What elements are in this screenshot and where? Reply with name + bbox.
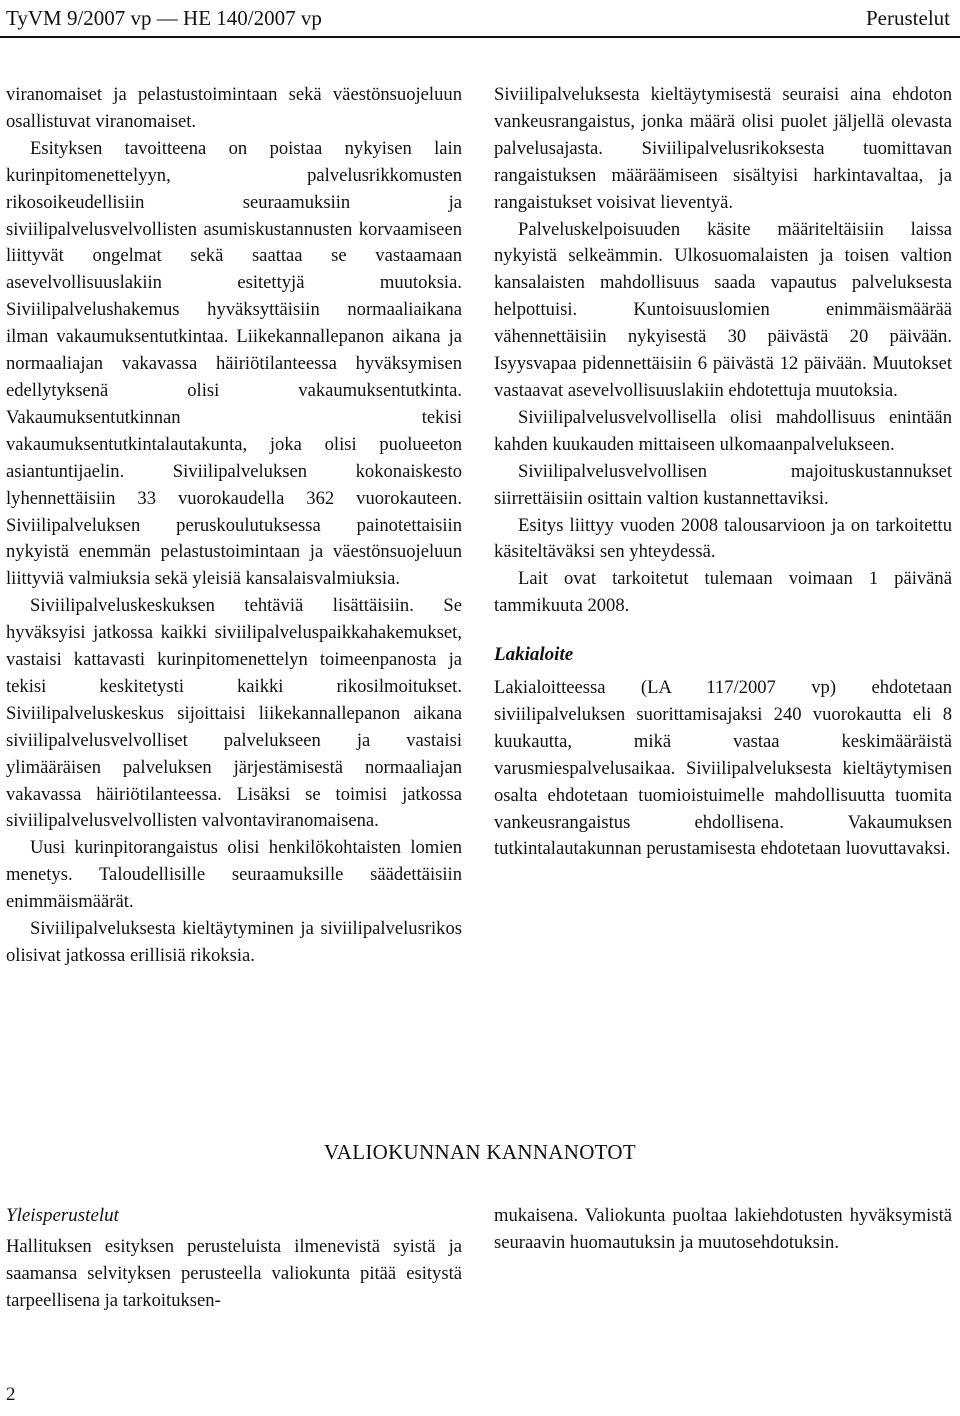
paragraph: Palveluskelpoisuuden käsite määriteltäisiin laissa nykyistä selkeämmin. Ulkosuomalaisten ja toisen valtion kansalaisten mahdollisuus saada vapautus palveluksesta helpottuisi. Kuntoisuuslomien enimmäismäärää vähennettäisiin nykyisestä 30 päivästä 20 päivään. Isyysvapaa pidennettäisiin 6 päivästä 12 päivään. Muutokset vastaavat asevelvollisuuslakiin ehdotettuja muutoksia. (494, 218, 952, 401)
paragraph: Uusi kurinpitorangaistus olisi henkilökohtaisten lomien menetys. Taloudellisille seuraamuksille säädettäisiin enimmäismäärät. (6, 837, 462, 913)
page-number: 2 (6, 1384, 16, 1405)
subheading-lakialoite: Lakialoite (494, 644, 574, 666)
paragraph: Lait ovat tarkoitetut tulemaan voimaan 1 päivänä tammikuuta 2008. (494, 568, 952, 617)
section-title: VALIOKUNNAN KANNANOTOT (323, 1140, 637, 1164)
paragraph: Siviilipalveluksesta kieltäytyminen ja siviilipalvelusrikos olisivat jatkossa erillisiä rikoksia. (6, 918, 462, 966)
page-header (0, 0, 960, 38)
paragraph: mukaisena. Valiokunta puoltaa lakiehdotusten hyväksymistä seuraavin huomautuksin ja muutosehdotuksin. (494, 1205, 952, 1253)
paragraph: Esitys liittyy vuoden 2008 talousarvioon ja on tarkoitettu käsiteltäväksi sen yhteydessä. (494, 514, 952, 563)
paragraph: Siviilipalveluksesta kieltäytymisestä seuraisi aina ehdoton vankeusrangaistus, jonka määrä olisi puolet jäljellä olevasta palvelusajasta. Siviilipalvelusrikoksesta tuomittavan rangaistuksen määräämiseen sisältyisi harkintavaltaa, ja rangaistukset voisivat lieventyä. (494, 84, 952, 213)
subheading-yleisperustelut: Yleisperustelut (6, 1205, 119, 1226)
bottom-right-column (494, 1203, 952, 1257)
header-section: Perustelut (866, 6, 950, 30)
right-column (494, 82, 952, 863)
paragraph: viranomaiset ja pelastustoimintaan sekä väestönsuojeluun osallistuvat viranomaiset. (6, 84, 462, 132)
left-column (6, 82, 462, 970)
header-document-id: TyVM 9/2007 vp — HE 140/2007 vp (6, 6, 322, 30)
paragraph: Siviilipalveluskeskuksen tehtäviä lisättäisiin. Se hyväksyisi jatkossa kaikki siviilipalveluspaikkahakemukset, vastaisi kattavasti kurinpitomenettelyn toimeenpanosta ja tekisi keskitetysti kaikki rikosilmoitukset. Siviilipalveluskeskus sijoittaisi liikekannallepanon aikana siviilipalvelusvelvolliset palvelukseen ja vastaisi ylimääräisen palveluksen järjestämisestä normaaliajan vakavassa häiriötilanteessa. Lisäksi se toimisi jatkossa siviilipalvelusvelvollisten valvontaviranomaisena. (6, 595, 462, 832)
bottom-left-column (6, 1203, 462, 1315)
paragraph: Siviilipalvelusvelvollisen majoituskustannukset siirrettäisiin osittain valtion kustannettaviksi. (494, 460, 952, 509)
paragraph: Esityksen tavoitteena on poistaa nykyisen lain kurinpitomenettelyyn, palvelusrikkomusten rikosoikeudellisiin seuraamuksiin ja siviilipalvelusvelvollisten asumiskustannusten korvaamiseen liittyvät ongelmat sekä saattaa se vastaamaan asevelvollisuuslakiin esitettyjä muutoksia. Siviilipalvelushakemus hyväksyttäisiin normaaliaikana ilman vakaumuksentutkintaa. Liikekannallepanon aikana ja normaaliajan vakavassa häiriötilanteessa hyväksymisen edellytyksenä olisi vakaumuksentutkinta. Vakaumuksentutkinnan tekisi vakaumuksentutkintalautakunta, joka olisi puolueeton asiantuntijaelin. Siviilipalveluksen kokonaiskesto lyhennettäisiin 33 vuorokaudella 362 vuorokauteen. Siviilipalveluksen peruskoulutuksessa painotettaisiin nykyistä enemmän pelastustoimintaan ja väestönsuojeluun liittyviä valmiuksia sekä yleisiä kansalaisvalmiuksia. (6, 137, 462, 590)
paragraph: Siviilipalvelusvelvollisella olisi mahdollisuus enintään kahden kuukauden mittaiseen ulkomaanpalvelukseen. (494, 406, 952, 455)
paragraph: Hallituksen esityksen perusteluista ilmenevistä syistä ja saamansa selvityksen perusteella valiokunta pitää esitystä tarpeellisena ja tarkoituksen- (6, 1235, 462, 1311)
paragraph: Lakialoitteessa (LA 117/2007 vp) ehdotetaan siviilipalveluksen suorittamisajaksi 240 vuorokautta eli 8 kuukautta, mikä vastaa keskimääräistä varusmiespalvelusaikaa. Siviilipalveluksesta kieltäytymisen osalta ehdotetaan tuomioistuimelle mahdollisuutta tuomita vankeusrangaistus ehdollisena. Vakaumuksen tutkintalautakunnan perustamisesta ehdotetaan luovuttavaksi. (494, 677, 952, 860)
